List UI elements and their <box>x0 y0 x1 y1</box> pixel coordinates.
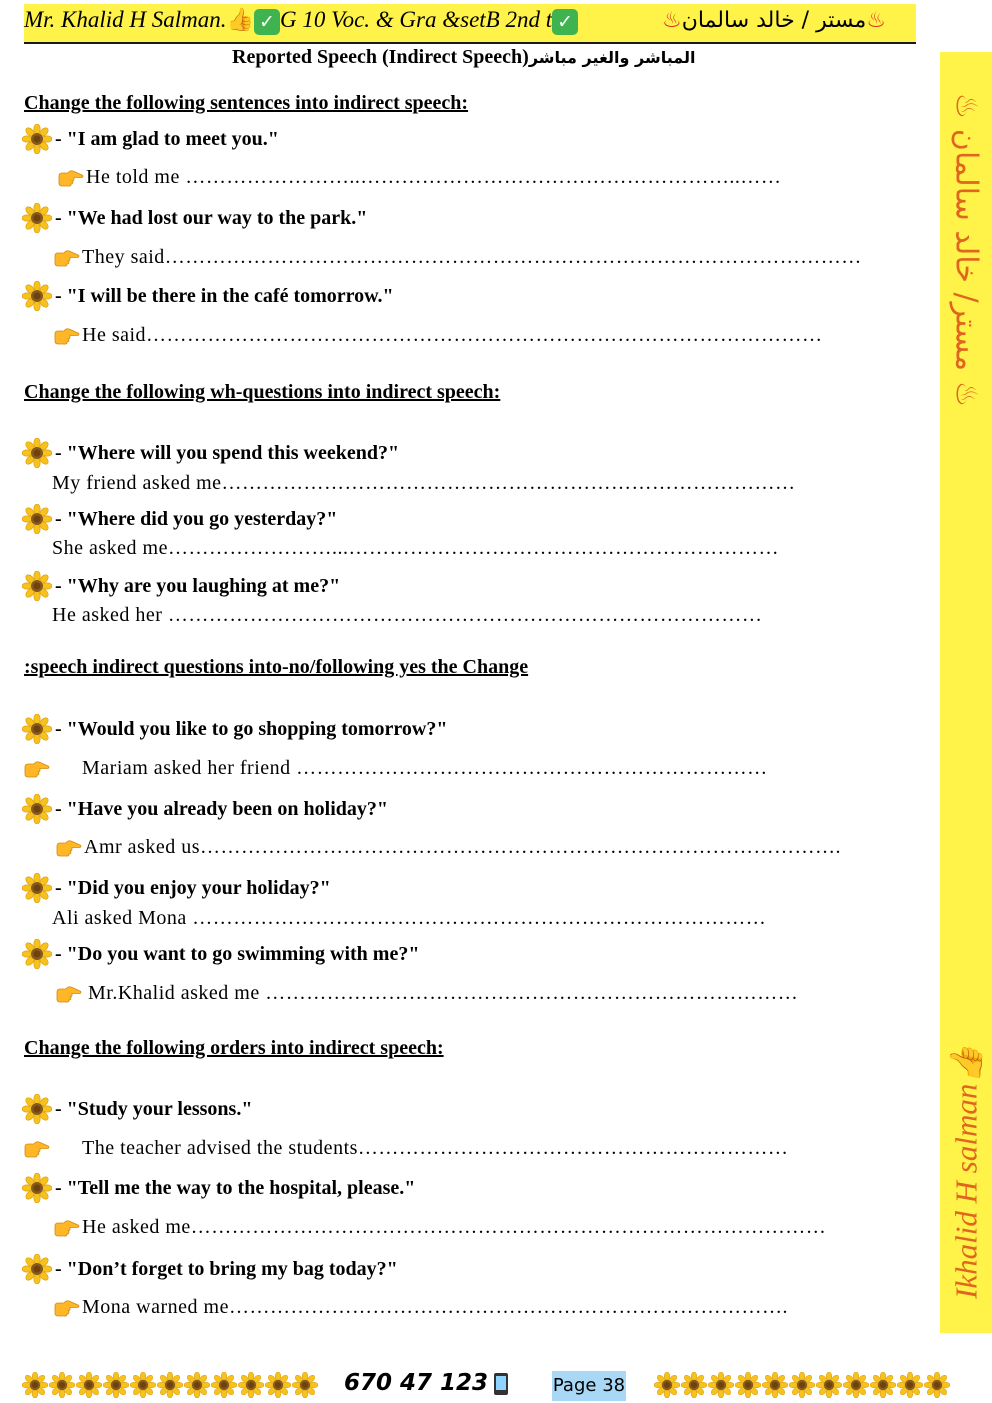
hot-springs-icon: ♨ <box>866 8 886 33</box>
answer-text: Amr asked us…………………………………………………………………………………. <box>84 836 841 858</box>
question-row <box>22 873 331 903</box>
sunflower-icon <box>22 504 52 534</box>
pointing-hand-icon <box>54 1299 80 1317</box>
pointing-hand-icon <box>56 985 82 1003</box>
pointing-hand-icon <box>54 1219 80 1237</box>
phone-text: 670 47 123 <box>344 1370 489 1396</box>
sunflower-row-left <box>22 1372 319 1398</box>
header-left <box>24 7 578 35</box>
question-row <box>22 714 447 744</box>
question-text: - "Would you like to go shopping tomorrow?" <box>55 717 448 740</box>
question-row <box>22 438 399 468</box>
sunflower-icon <box>22 1094 52 1124</box>
answer-text: Mariam asked her friend …………………………………………………………… <box>82 757 768 779</box>
sunflower-icon <box>843 1372 869 1398</box>
pointing-hand-icon <box>54 249 80 267</box>
sidebar-arabic <box>940 60 992 440</box>
question-row <box>22 1094 252 1124</box>
sunflower-icon <box>762 1372 788 1398</box>
sunflower-icon <box>265 1372 291 1398</box>
pointing-hand-icon <box>58 169 84 187</box>
question-row <box>22 203 367 233</box>
topic-title: Reported Speech (Indirect Speech) <box>232 46 529 68</box>
sunflower-icon <box>211 1372 237 1398</box>
pointing-hand-icon <box>56 839 82 857</box>
answer-text: The teacher advised the students……………………………………………………… <box>82 1137 789 1159</box>
question-text: - "Don’t forget to bring my bag today?" <box>55 1257 398 1280</box>
sunflower-icon <box>789 1372 815 1398</box>
section-heading: :speech indirect questions into-no/following yes the Change <box>24 656 529 678</box>
answer-text: He told me ……………………..………………………………………………..…… <box>86 166 782 188</box>
question-text: - "Where will you spend this weekend?" <box>55 441 400 464</box>
question-row <box>22 1173 415 1203</box>
page-number: Page 38 <box>552 1371 626 1401</box>
answer-line <box>24 1137 788 1160</box>
question-text: - "Study your lessons." <box>55 1097 253 1120</box>
sunflower-icon <box>184 1372 210 1398</box>
answer-text: He asked her …………………………………………………………………………… <box>52 604 763 626</box>
question-text: - "Tell me the way to the hospital, please." <box>55 1176 416 1199</box>
checkmark-icon: ✓ <box>254 9 280 35</box>
answer-line <box>52 907 766 930</box>
sunflower-icon <box>22 714 52 744</box>
answer-line <box>54 324 823 347</box>
sidebar-english-text: Ikhalid H salman👍 <box>948 1045 984 1299</box>
sunflower-icon <box>22 939 52 969</box>
sunflower-icon <box>49 1372 75 1398</box>
pointing-hand-icon <box>24 760 50 778</box>
sidebar-arabic-text: ♨ مستر/ خالد سالمان ♨ <box>948 92 984 408</box>
sunflower-icon <box>22 1254 52 1284</box>
sidebar-english <box>940 1012 992 1332</box>
answer-text: They said………………………………………………………………………………………… <box>82 246 862 268</box>
sunflower-icon <box>157 1372 183 1398</box>
pointing-hand-icon <box>24 1140 50 1158</box>
question-text: - "We had lost our way to the park." <box>55 206 368 229</box>
sunflower-icon <box>870 1372 896 1398</box>
author-name-english: Mr. Khalid H Salman. <box>24 7 227 32</box>
sunflower-icon <box>22 571 52 601</box>
sunflower-icon <box>681 1372 707 1398</box>
question-row <box>22 1254 398 1284</box>
answer-text: My friend asked me………………………………………………………………………… <box>52 472 796 494</box>
sunflower-icon <box>22 794 52 824</box>
question-text: - "Did you enjoy your holiday?" <box>55 876 331 899</box>
question-row <box>22 794 388 824</box>
question-text: - "Have you already been on holiday?" <box>55 797 388 820</box>
answer-text: Mr.Khalid asked me …………………………………………………………………… <box>88 982 799 1004</box>
sunflower-icon <box>22 873 52 903</box>
sunflower-icon <box>103 1372 129 1398</box>
answer-line <box>52 472 796 495</box>
page-title <box>232 46 696 69</box>
sunflower-icon <box>708 1372 734 1398</box>
question-text: - "I am glad to meet you." <box>55 127 279 150</box>
topic-arabic: المباشر والغير مباشر <box>528 48 696 67</box>
sidebar-banner <box>940 52 992 1333</box>
sunflower-icon <box>22 438 52 468</box>
checkmark-icon: ✓ <box>552 9 578 35</box>
sunflower-icon <box>22 203 52 233</box>
section-heading: Change the following orders into indirect speech: <box>24 1037 444 1059</box>
phone-number <box>344 1370 508 1396</box>
sunflower-icon <box>22 1372 48 1398</box>
sunflower-icon <box>22 124 52 154</box>
sunflower-icon <box>22 1173 52 1203</box>
question-row <box>22 939 419 969</box>
sunflower-icon <box>816 1372 842 1398</box>
course-label: G 10 Voc. & Gra &setB 2nd t <box>279 7 553 32</box>
answer-line <box>24 757 768 780</box>
pointing-hand-icon <box>54 327 80 345</box>
sunflower-icon <box>897 1372 923 1398</box>
thumbs-up-icon: 👍 <box>226 8 254 33</box>
sunflower-icon <box>654 1372 680 1398</box>
sunflower-icon <box>735 1372 761 1398</box>
section-heading: Change the following sentences into indirect speech: <box>24 92 469 114</box>
answer-text: He asked me………………………………………………………………………………… <box>82 1216 827 1238</box>
sunflower-icon <box>130 1372 156 1398</box>
hot-springs-icon: ♨ <box>661 8 682 33</box>
question-row <box>22 504 337 534</box>
answer-line <box>56 836 841 859</box>
page-header <box>24 4 916 44</box>
answer-line <box>54 1296 788 1319</box>
question-text: - "I will be there in the café tomorrow." <box>55 284 394 307</box>
question-text: - "Do you want to go swimming with me?" <box>55 942 420 965</box>
question-row <box>22 571 340 601</box>
author-name-arabic: مستر / خالد سالمان <box>681 8 867 33</box>
answer-line <box>52 537 779 560</box>
sunflower-icon <box>76 1372 102 1398</box>
answer-line <box>54 246 862 269</box>
question-row <box>22 281 394 311</box>
answer-line <box>54 1216 826 1239</box>
answer-line <box>58 166 781 189</box>
mobile-phone-icon <box>494 1373 508 1395</box>
answer-text: She asked me……………………...……………………………………………………… <box>52 537 779 559</box>
sunflower-icon <box>292 1372 318 1398</box>
sunflower-row-right <box>654 1372 951 1398</box>
answer-text: He said……………………………………………………………………………………… <box>82 324 823 346</box>
question-text: - "Where did you go yesterday?" <box>55 507 338 530</box>
answer-line <box>56 982 798 1005</box>
sunflower-icon <box>238 1372 264 1398</box>
answer-text: Mona warned me………………………………………………………………………. <box>82 1296 788 1318</box>
answer-line <box>52 604 762 627</box>
section-heading: Change the following wh-questions into indirect speech: <box>24 381 501 403</box>
answer-text: Ali asked Mona ………………………………………………………………………… <box>52 907 767 929</box>
header-right <box>662 8 886 33</box>
sunflower-icon <box>22 281 52 311</box>
page-footer <box>22 1372 952 1402</box>
question-row <box>22 124 279 154</box>
sunflower-icon <box>924 1372 950 1398</box>
question-text: - "Why are you laughing at me?" <box>55 574 341 597</box>
